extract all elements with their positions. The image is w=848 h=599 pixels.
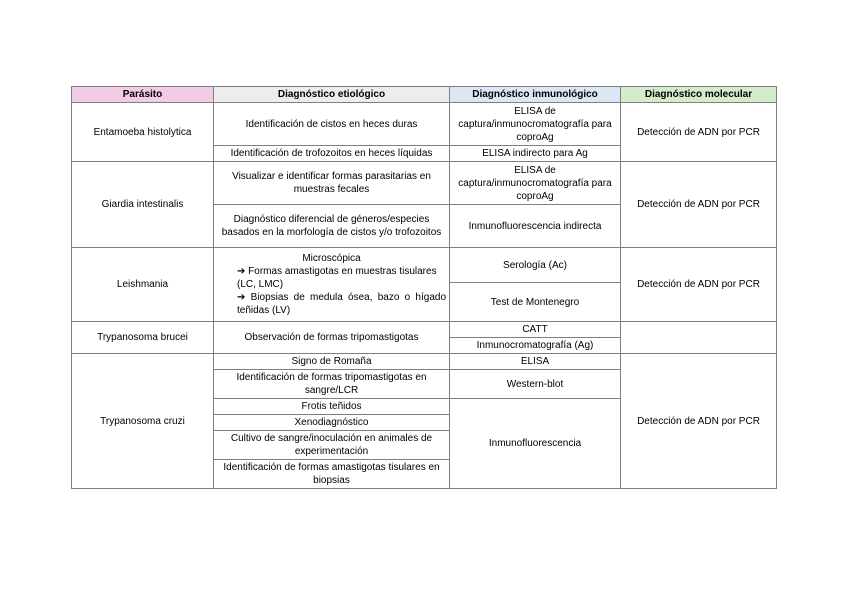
inmuno-cell: Inmunofluorescencia indirecta bbox=[450, 205, 621, 248]
arrow-right-icon: ➔ bbox=[237, 266, 246, 277]
etio-cell: Identificación de cistos en heces duras bbox=[214, 103, 450, 146]
inmuno-cell: ELISA indirecto para Ag bbox=[450, 146, 621, 162]
table-row bbox=[72, 248, 777, 283]
table-row bbox=[72, 354, 777, 370]
etio-cell: Diagnóstico diferencial de géneros/especies basados en la morfología de cistos y/o trofozoitos bbox=[214, 205, 450, 248]
header-parasite: Parásito bbox=[72, 87, 214, 103]
etio-cell: Identificación de formas amastigotas tisulares en biopsias bbox=[214, 460, 450, 489]
inmuno-cell: Serología (Ac) bbox=[450, 248, 621, 283]
inmuno-cell: CATT bbox=[450, 322, 621, 338]
parasite-leishmania: Leishmania bbox=[72, 248, 214, 322]
molecular-cell: Detección de ADN por PCR bbox=[621, 354, 777, 489]
table-row bbox=[72, 162, 777, 205]
molecular-cell: Detección de ADN por PCR bbox=[621, 162, 777, 248]
molecular-cell: Detección de ADN por PCR bbox=[621, 103, 777, 162]
inmuno-cell: Western-blot bbox=[450, 370, 621, 399]
etio-cell: Xenodiagnóstico bbox=[214, 415, 450, 431]
etio-cell: Observación de formas tripomastigotas bbox=[214, 322, 450, 354]
parasite-entamoeba: Entamoeba histolytica bbox=[72, 103, 214, 162]
etio-cell: Frotis teñidos bbox=[214, 399, 450, 415]
header-immunological: Diagnóstico inmunológico bbox=[450, 87, 621, 103]
etio-cell: Identificación de formas tripomastigotas en sangre/LCR bbox=[214, 370, 450, 399]
inmuno-cell: Test de Montenegro bbox=[450, 283, 621, 322]
etio-cell: Cultivo de sangre/inoculación en animales de experimentación bbox=[214, 431, 450, 460]
inmuno-cell: ELISA de captura/inmunocromatografía para coproAg bbox=[450, 103, 621, 146]
diagnosis-table bbox=[71, 86, 777, 489]
inmuno-cell: ELISA de captura/inmunocromatografía para coproAg bbox=[450, 162, 621, 205]
header-molecular: Diagnóstico molecular bbox=[621, 87, 777, 103]
parasite-brucei: Trypanosoma brucei bbox=[72, 322, 214, 354]
etio-cell: Visualizar e identificar formas parasitarias en muestras fecales bbox=[214, 162, 450, 205]
arrow-right-icon: ➔ bbox=[237, 292, 246, 303]
list-item: ➔ Formas amastigotas en muestras tisulares (LC, LMC) bbox=[237, 266, 437, 290]
molecular-cell: Detección de ADN por PCR bbox=[621, 248, 777, 322]
etio-cell: Signo de Romaña bbox=[214, 354, 450, 370]
parasite-giardia: Giardia intestinalis bbox=[72, 162, 214, 248]
header-row bbox=[72, 87, 777, 103]
list-item: ➔ Biopsias de medula ósea, bazo o hígado teñidas (LV) bbox=[237, 292, 447, 316]
molecular-cell bbox=[621, 322, 777, 354]
inmuno-cell: Inmunofluorescencia bbox=[450, 399, 621, 489]
header-etiological: Diagnóstico etiológico bbox=[214, 87, 450, 103]
microscopy-title: Microscópica bbox=[302, 253, 361, 264]
etio-cell: Identificación de trofozoitos en heces líquidas bbox=[214, 146, 450, 162]
inmuno-cell: Inmunocromatografía (Ag) bbox=[450, 338, 621, 354]
parasite-cruzi: Trypanosoma cruzi bbox=[72, 354, 214, 489]
etio-cell-microscopy bbox=[214, 248, 450, 322]
table-row bbox=[72, 322, 777, 338]
inmuno-cell: ELISA bbox=[450, 354, 621, 370]
table-row bbox=[72, 103, 777, 146]
